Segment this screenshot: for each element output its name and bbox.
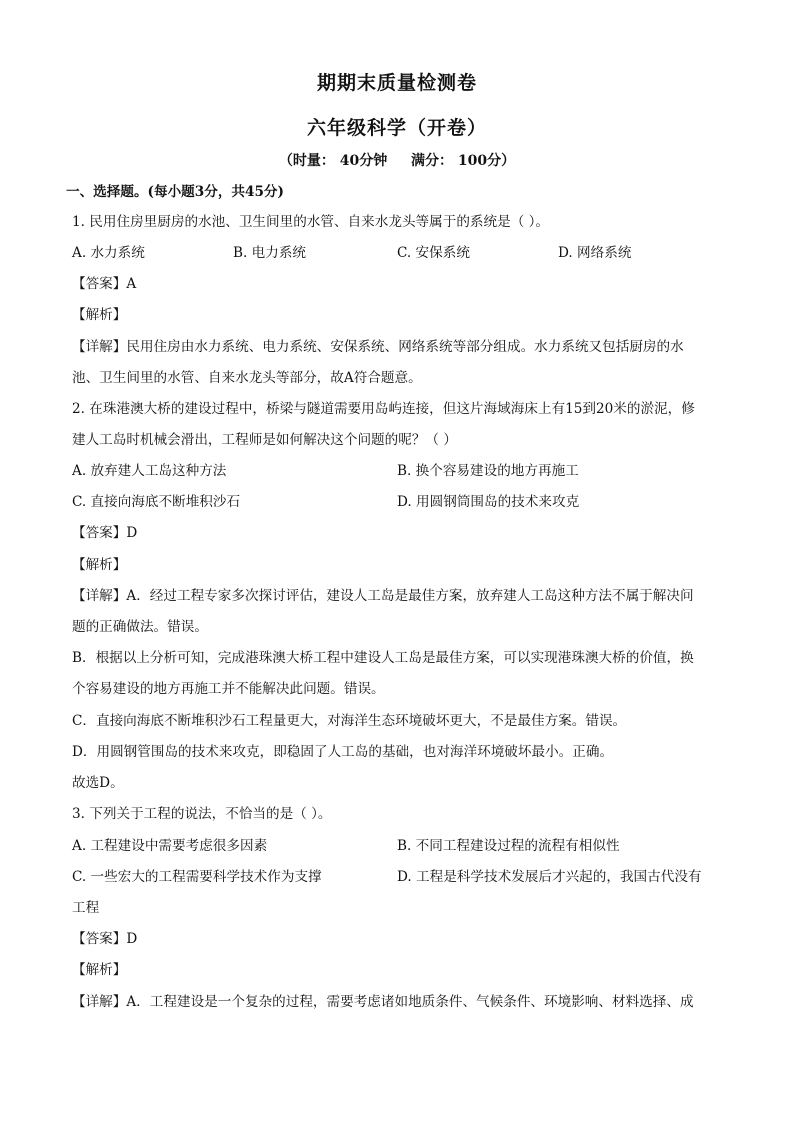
- exam-title: 期期末质量检测卷: [316, 72, 477, 94]
- q1-analysis: 【解析】: [72, 307, 127, 323]
- q2-detail-line: 题的正确做法。错误。: [72, 619, 208, 635]
- q3-option-c: C. 一些宏大的工程需要科学技术作为支撑: [72, 869, 322, 885]
- score-value: 100分）: [457, 153, 516, 169]
- q3-stem: 3. 下列关于工程的说法，不恰当的是（ ）。: [72, 806, 332, 822]
- q2-option-b: B. 换个容易建设的地方再施工: [397, 463, 579, 479]
- q2-detail-line: C．直接向海底不断堆积沙石工程量更大，对海洋生态环境破坏更大，不是最佳方案。错误。: [72, 713, 627, 729]
- q2-option-a: A. 放弃建人工岛这种方法: [72, 463, 227, 479]
- q2-detail-line: 个容易建设的地方再施工并不能解决此问题。错误。: [72, 681, 385, 697]
- score-label: 满分：: [411, 153, 453, 169]
- q2-detail-line: 【详解】A．经过工程专家多次探讨评估，建设人工岛是最佳方案，放弃建人工岛这种方法不属于解决问: [72, 588, 694, 604]
- q1-detail-line-1: 【详解】民用住房由水力系统、电力系统、安保系统、网络系统等部分组成。水力系统又包括厨房的水: [72, 339, 684, 355]
- q2-conclusion: 故选D。: [72, 775, 124, 791]
- q3-option-d: D. 工程是科学技术发展后才兴起的，我国古代没有: [397, 869, 702, 885]
- q1-stem: 1. 民用住房里厨房的水池、卫生间里的水管、自来水龙头等属于的系统是（ ）。: [72, 214, 549, 230]
- q2-detail-line: D．用圆钢管围岛的技术来攻克，即稳固了人工岛的基础，也对海洋环境破坏最小。正确。: [72, 744, 614, 760]
- q3-option-a: A. 工程建设中需要考虑很多因素: [72, 838, 268, 854]
- q1-detail-line-2: 池、卫生间里的水管、自来水龙头等部分，故A符合题意。: [72, 370, 422, 386]
- time-label: （时量：: [278, 153, 335, 169]
- q2-stem-line-2: 建人工岛时机械会滑出，工程师是如何解决这个问题的呢？（ ）: [72, 432, 457, 448]
- q1-option-d: D. 网络系统: [558, 245, 632, 261]
- q2-stem-line-1: 2. 在珠港澳大桥的建设过程中，桥梁与隧道需要用岛屿连接，但这片海域海床上有15到20米的淤泥，修: [72, 401, 695, 417]
- q1-option-c: C. 安保系统: [397, 245, 470, 261]
- q2-analysis: 【解析】: [72, 557, 127, 573]
- q2-option-c: C. 直接向海底不断堆积沙石: [72, 494, 241, 510]
- section-heading: 一、选择题。(每小题3分，共45分): [66, 184, 284, 200]
- q2-detail-line: B．根据以上分析可知，完成港珠澳大桥工程中建设人工岛是最佳方案，可以实现港珠澳大桥的价值，换: [72, 650, 694, 666]
- q1-option-a: A. 水力系统: [72, 245, 145, 261]
- q2-option-d: D. 用圆钢筒围岛的技术来攻克: [397, 494, 580, 510]
- q3-analysis: 【解析】: [72, 962, 127, 978]
- q1-answer: 【答案】A: [72, 276, 137, 292]
- q3-option-d-wrap: 工程: [72, 900, 100, 916]
- exam-subtitle: 六年级科学（开卷）: [306, 117, 487, 139]
- q2-answer: 【答案】D: [72, 525, 138, 541]
- q3-detail-line-1: 【详解】A．工程建设是一个复杂的过程，需要考虑诸如地质条件、气候条件、环境影响、材料选择、成: [72, 994, 694, 1010]
- q1-option-b: B. 电力系统: [233, 245, 307, 261]
- time-value: 40分钟: [339, 153, 388, 169]
- exam-meta: [0, 150, 794, 170]
- q3-option-b: B. 不同工程建设过程的流程有相似性: [397, 838, 620, 854]
- q3-answer: 【答案】D: [72, 931, 138, 947]
